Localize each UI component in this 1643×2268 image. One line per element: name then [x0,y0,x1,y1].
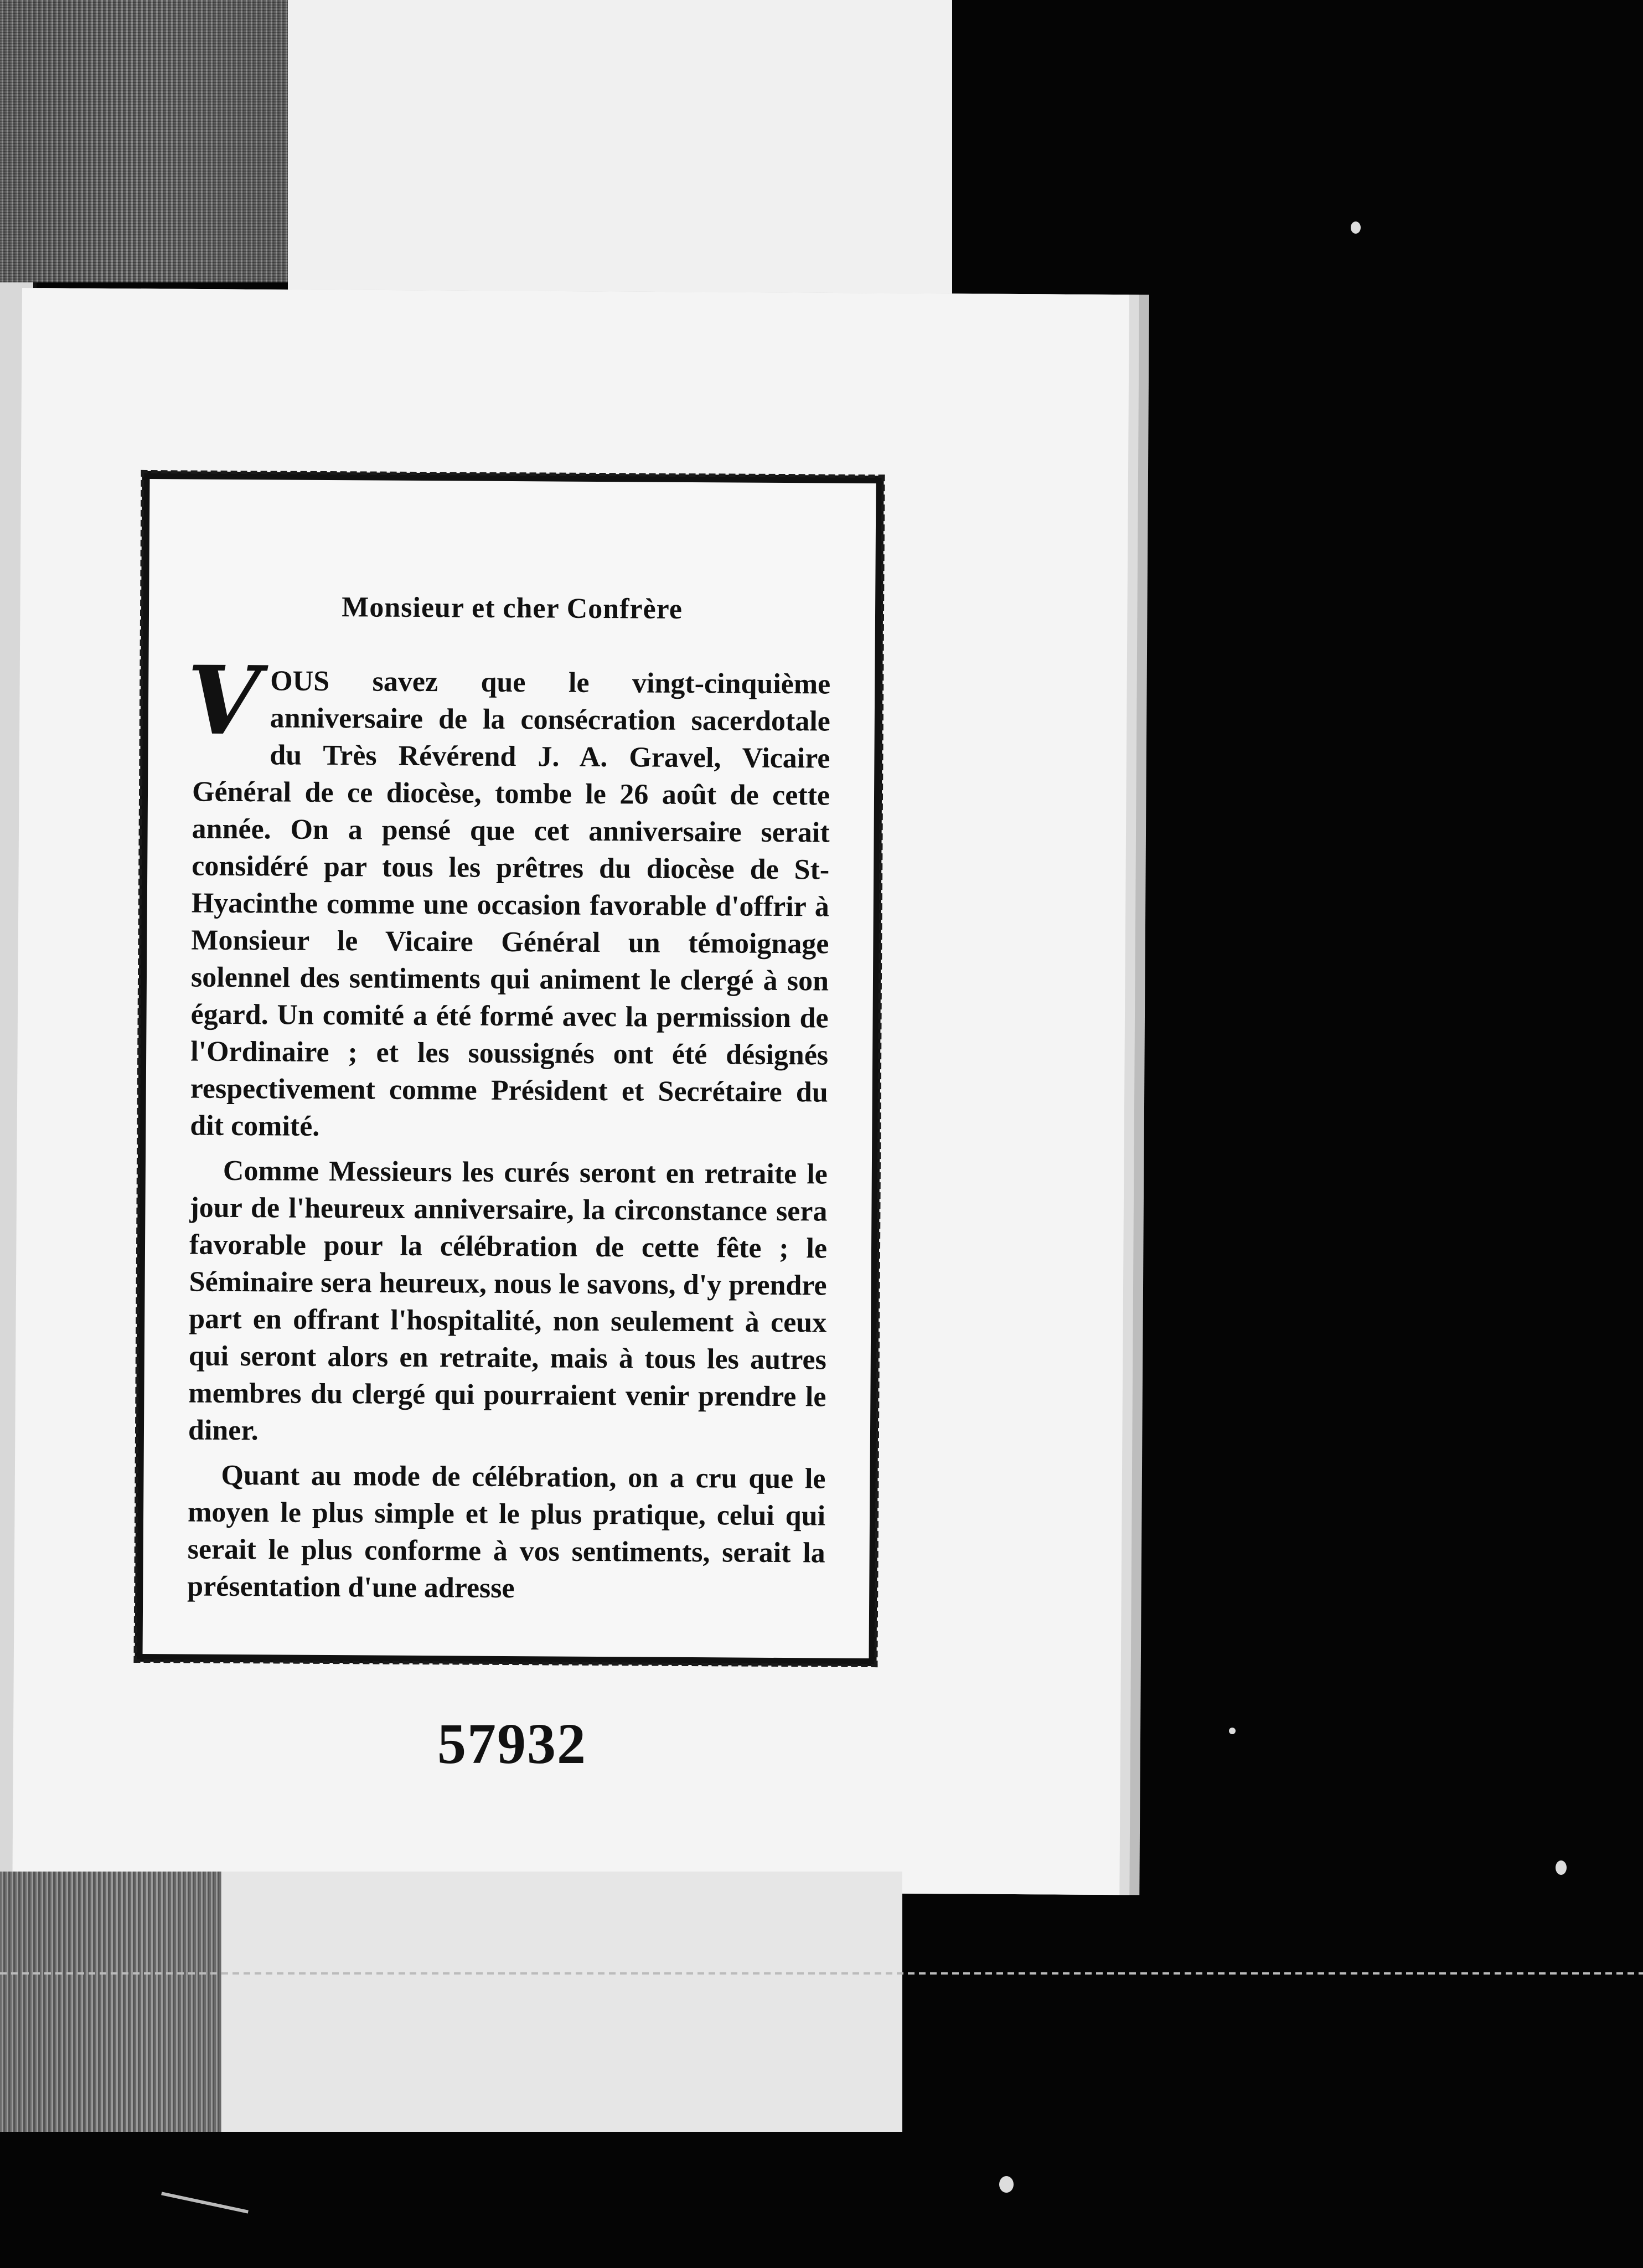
letter-body [187,645,831,1616]
drop-cap: V [187,645,261,757]
film-scratch [161,2192,249,2213]
cloth-binding-top [0,0,299,282]
dust-speck [1351,221,1361,234]
page-number: 57932 [437,1712,587,1776]
dust-speck [999,2176,1014,2193]
dust-speck [1229,1728,1236,1734]
text-frame [135,471,884,1666]
paragraph-1 [187,645,831,1148]
cloth-binding-bottom [0,1872,232,2132]
paragraph-3: Quant au mode de célébration, on a cru que le moyen le plus simple et le plus pratique, celui qui serait le plus conforme à vos sentiments, serait la présentation d'une adresse [187,1459,826,1605]
dust-speck [1556,1860,1567,1875]
paragraph-2: Comme Messieurs les curés seront en retraite le jour de l'heureux anniversaire, la circonstance sera favorable pour la célébration de cette fête ; le Séminaire sera heureux, nous le savons, d'y prendre part en offrant l'hospitalité, non seulement à ceux qui seront alors en retraite, mais à tous les autres membres du clergé qui pourraient venir prendre le diner. [188,1154,828,1447]
paragraph-1-text: OUS savez que le vingt-cinquième anniversaire de la consécration sacerdotale du Très Révérend J. A. Gravel, Vicaire Général de ce diocèse, tombe le 26 août de cette année. On a pensé que cet anniversaire serait considéré par tous les prêtres du diocèse de St-Hyacinthe comme une occasion favorable d'offrir à Monsieur le Vicaire Général un témoignage solennel des sentiments qui animent le clergé à son égard. Un comité a été formé avec la permission de l'Ordinaire ; et les soussignés ont été désignés respectivement comme Président et Secrétaire du dit comité. [190,665,831,1142]
blank-leaf-bottom [221,1872,902,2132]
letter-heading: Monsieur et cher Confrère [342,591,683,625]
scan-line [0,1972,1643,1975]
blank-leaf-top [288,0,952,299]
